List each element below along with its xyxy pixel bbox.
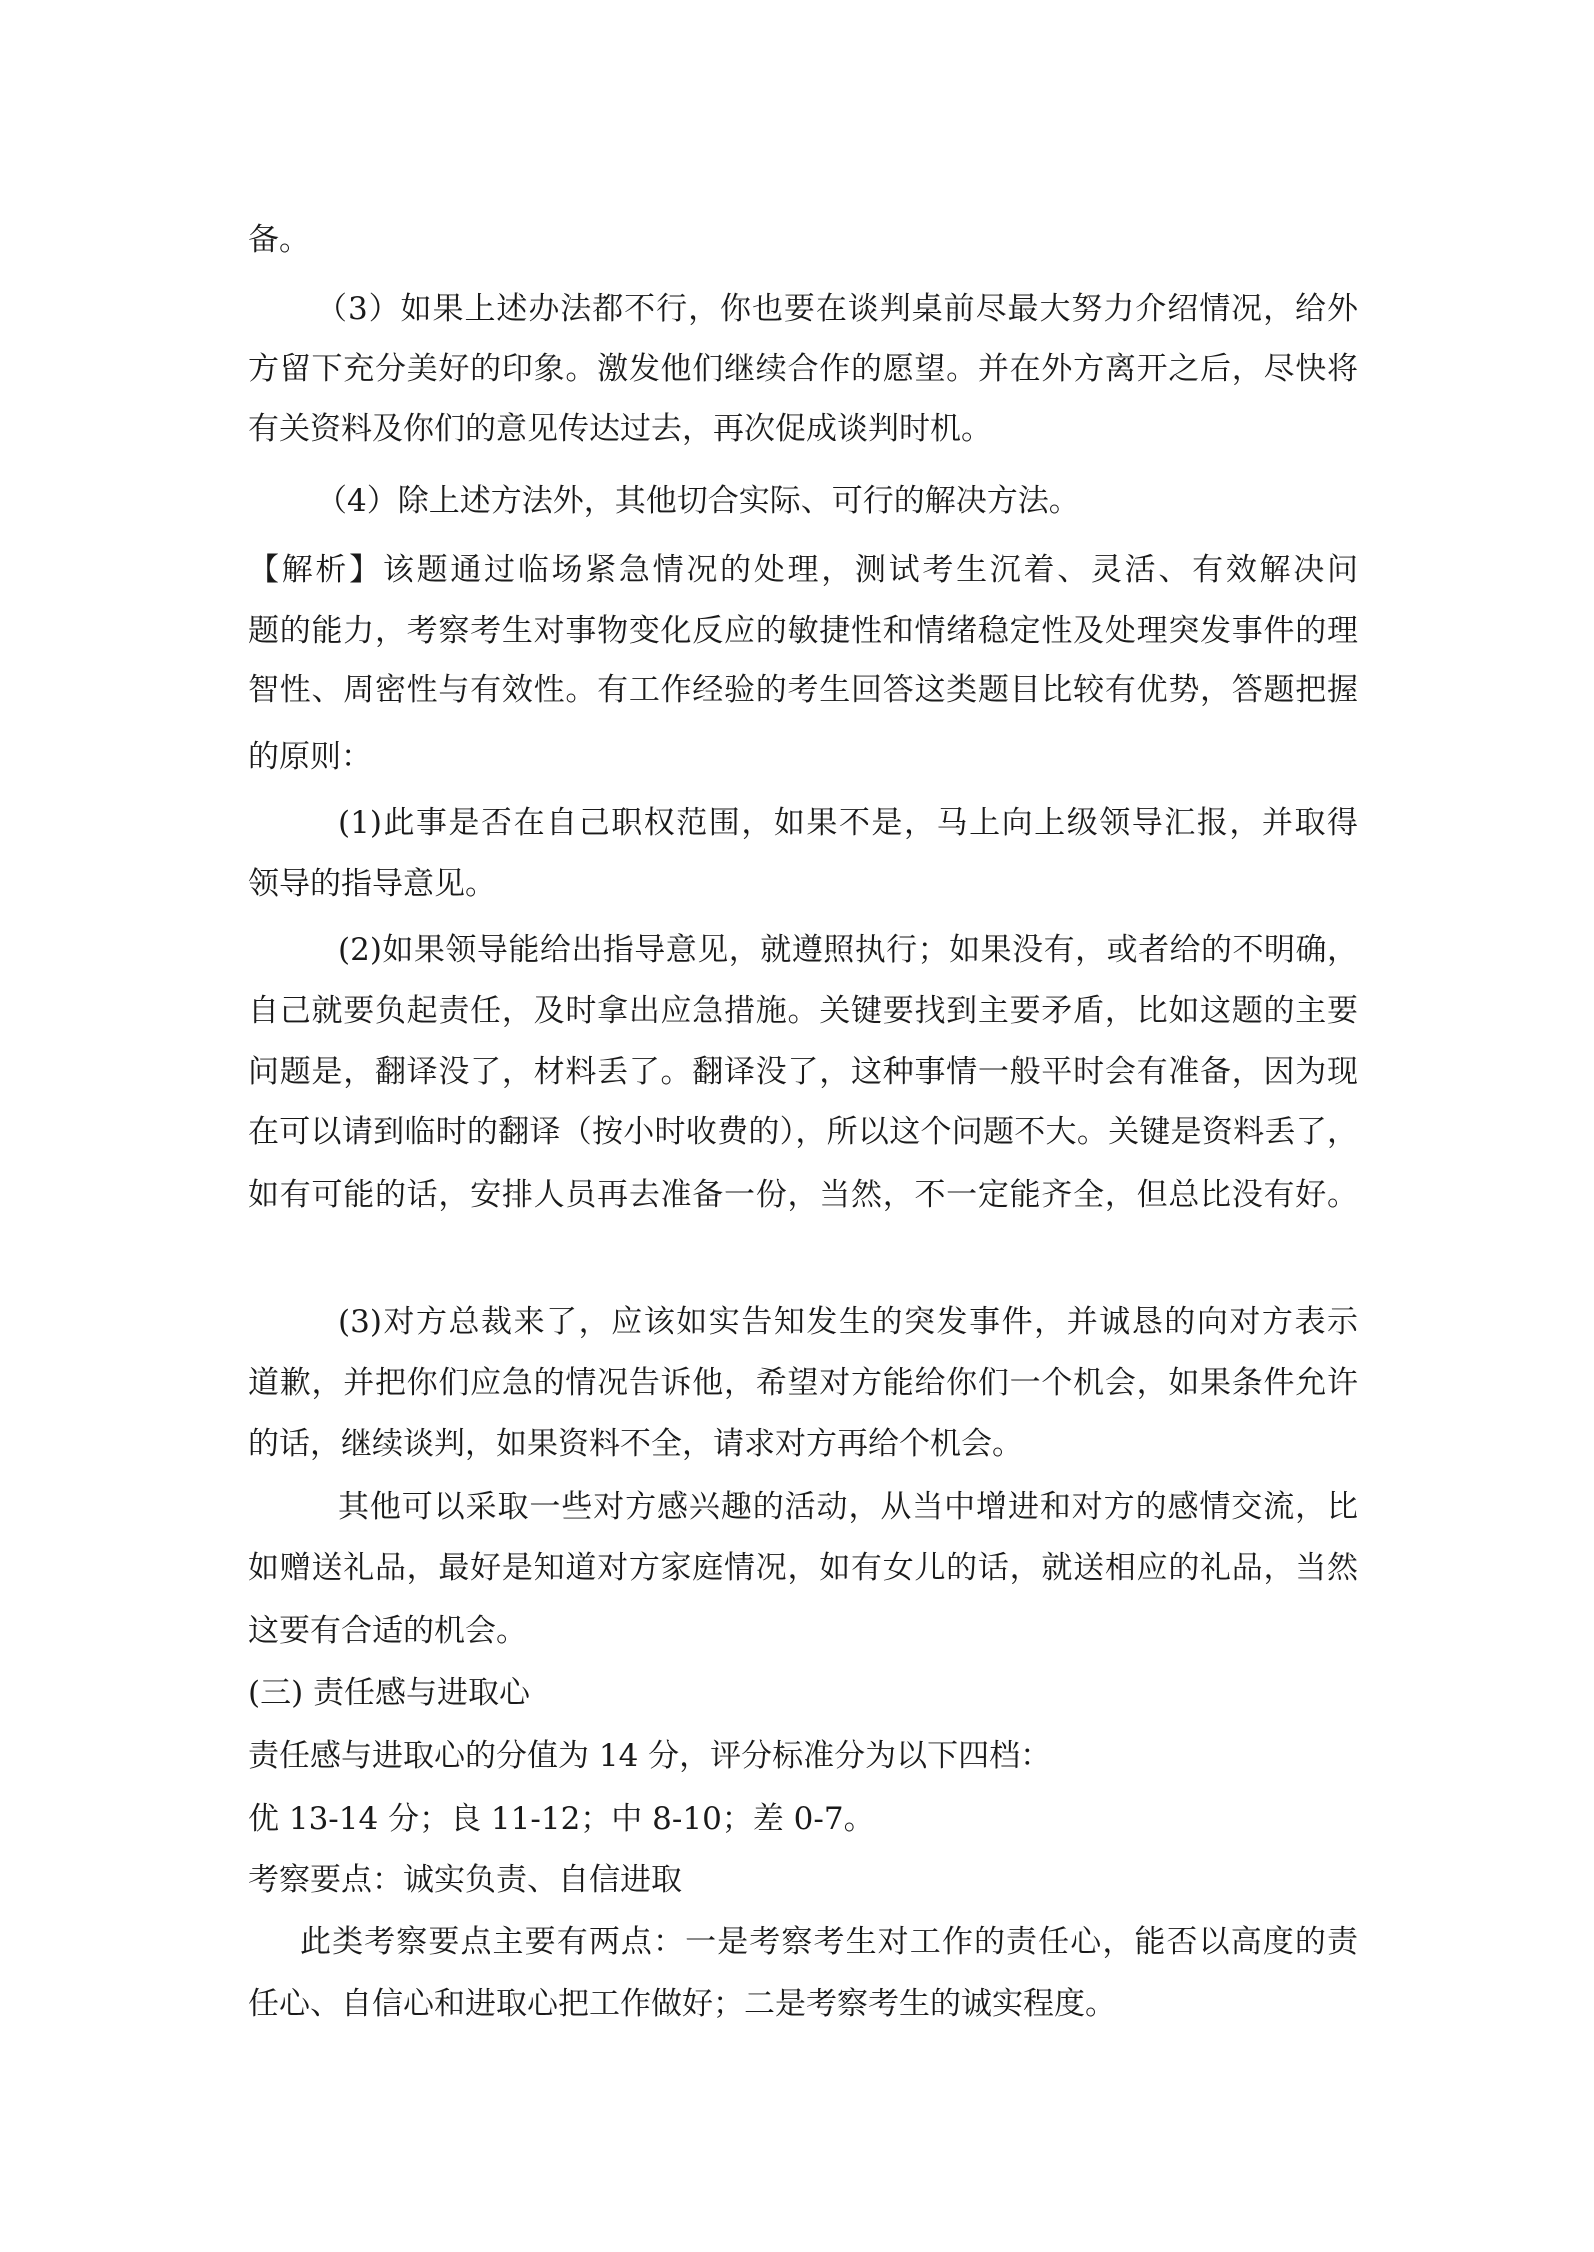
text-line: 的话，继续谈判，如果资料不全，请求对方再给个机会。 bbox=[248, 1426, 1023, 1462]
text-line: 如赠送礼品，最好是知道对方家庭情况，如有女儿的话，就送相应的礼品，当然 bbox=[248, 1550, 1358, 1586]
text-line: (2)如果领导能给出指导意见，就遵照执行；如果没有，或者给的不明确， bbox=[338, 932, 1358, 968]
text-line: 有关资料及你们的意见传达过去，再次促成谈判时机。 bbox=[248, 411, 992, 447]
text-line: 备。 bbox=[248, 222, 310, 258]
text-line: 问题是，翻译没了，材料丢了。翻译没了，这种事情一般平时会有准备，因为现 bbox=[248, 1054, 1358, 1090]
text-line: 智性、周密性与有效性。有工作经验的考生回答这类题目比较有优势，答题把握 bbox=[248, 672, 1358, 708]
text-line: 此类考察要点主要有两点：一是考察考生对工作的责任心，能否以高度的责 bbox=[300, 1924, 1358, 1960]
text-line: 【解析】该题通过临场紧急情况的处理，测试考生沉着、灵活、有效解决问 bbox=[248, 552, 1358, 588]
text-line: 的原则： bbox=[248, 739, 372, 775]
text-line: 这要有合适的机会。 bbox=[248, 1613, 527, 1649]
text-line: 题的能力，考察考生对事物变化反应的敏捷性和情绪稳定性及处理突发事件的理 bbox=[248, 613, 1358, 649]
text-line: 领导的指导意见。 bbox=[248, 866, 496, 902]
text-line: （4）除上述方法外，其他切合实际、可行的解决方法。 bbox=[316, 483, 1080, 519]
text-line: 其他可以采取一些对方感兴趣的活动，从当中增进和对方的感情交流，比 bbox=[338, 1489, 1358, 1525]
text-line: 在可以请到临时的翻译（按小时收费的），所以这个问题不大。关键是资料丢了， bbox=[248, 1114, 1358, 1150]
text-line: 考察要点：诚实负责、自信进取 bbox=[248, 1862, 682, 1898]
text-line: (1)此事是否在自己职权范围，如果不是，马上向上级领导汇报，并取得 bbox=[338, 805, 1358, 841]
section-heading: (三) 责任感与进取心 bbox=[248, 1675, 531, 1711]
text-line: （3）如果上述办法都不行，你也要在谈判桌前尽最大努力介绍情况，给外 bbox=[316, 291, 1358, 327]
text-line: 优 13-14 分；良 11-12；中 8-10；差 0-7。 bbox=[248, 1801, 875, 1837]
text-line: 自己就要负起责任，及时拿出应急措施。关键要找到主要矛盾，比如这题的主要 bbox=[248, 993, 1358, 1029]
text-line: 任心、自信心和进取心把工作做好；二是考察考生的诚实程度。 bbox=[248, 1986, 1116, 2022]
text-line: (3)对方总裁来了，应该如实告知发生的突发事件，并诚恳的向对方表示 bbox=[338, 1304, 1358, 1340]
text-line: 责任感与进取心的分值为 14 分，评分标准分为以下四档： bbox=[248, 1738, 1052, 1774]
text-line: 如有可能的话，安排人员再去准备一份，当然，不一定能齐全，但总比没有好。 bbox=[248, 1177, 1358, 1213]
text-line: 道歉，并把你们应急的情况告诉他，希望对方能给你们一个机会，如果条件允许 bbox=[248, 1365, 1358, 1401]
text-line: 方留下充分美好的印象。激发他们继续合作的愿望。并在外方离开之后，尽快将 bbox=[248, 351, 1358, 387]
